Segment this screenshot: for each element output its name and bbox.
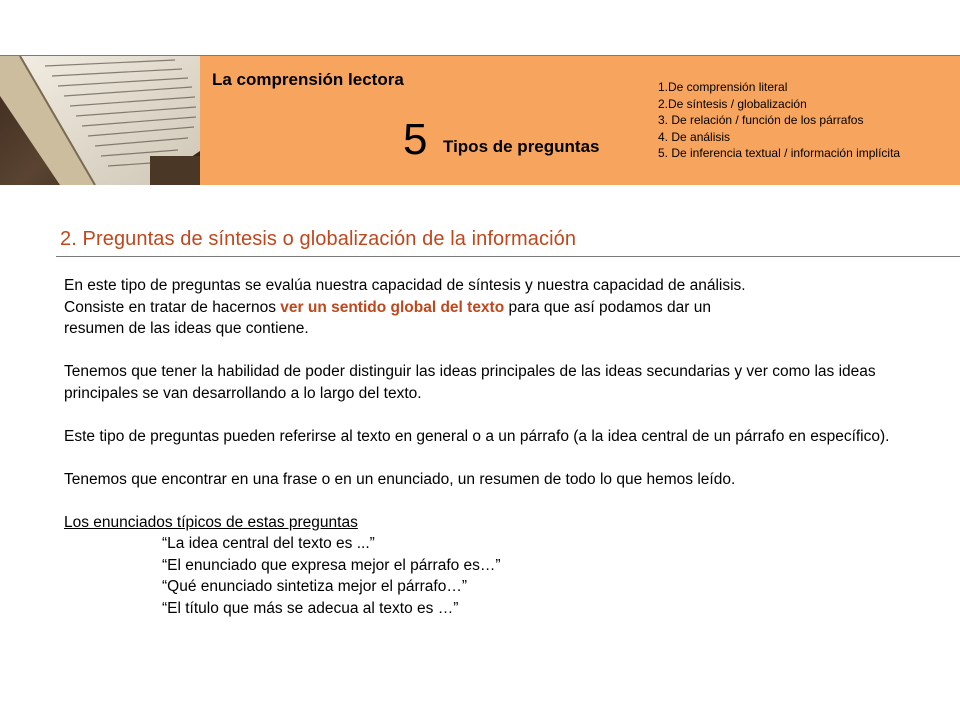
question-types-list: [658, 79, 900, 162]
section-rule: [56, 256, 960, 257]
paragraph-line: [64, 297, 924, 319]
paragraph: Este tipo de preguntas pueden referirse al texto en general o a un párrafo (a la idea central de un párrafo en específico).: [64, 427, 890, 445]
example-item: “Qué enunciado sintetiza mejor el párrafo…”: [162, 578, 467, 595]
example-item: “El enunciado que expresa mejor el párrafo es…”: [162, 556, 501, 574]
example-item: “El título que más se adecua al texto es …”: [162, 599, 459, 617]
example-item: “La idea central del texto es ...”: [162, 535, 375, 552]
question-type-item: 1.De comprensión literal: [658, 80, 788, 94]
highlighted-phrase: ver un sentido global del texto: [280, 298, 505, 316]
question-type-item: 3. De relación / función de los párrafos: [658, 113, 864, 127]
question-type-item: 4. De análisis: [658, 129, 731, 144]
paragraph-line: En este tipo de preguntas se evalúa nuestra capacidad de síntesis y nuestra capacidad de análisis.: [64, 277, 746, 294]
paragraph-line: resumen de las ideas que contiene.: [64, 320, 309, 337]
book-photo: [0, 56, 200, 185]
header-number: 5: [403, 115, 428, 164]
paragraph: Tenemos que encontrar en una frase o en un enunciado, un resumen de todo lo que hemos leído.: [64, 470, 736, 488]
question-type-item: 5. De inferencia textual / información implícita: [658, 146, 901, 160]
header-subtitle: Tipos de preguntas: [443, 137, 600, 156]
examples-heading: Los enunciados típicos de estas preguntas: [64, 513, 358, 531]
text-span: Consiste en tratar de hacernos: [64, 298, 281, 316]
question-type-item: 2.De síntesis / globalización: [658, 96, 807, 111]
text-span: para que así podamos dar un: [504, 298, 711, 316]
header-title: La comprensión lectora: [212, 70, 404, 89]
paragraph: Tenemos que tener la habilidad de poder distinguir las ideas principales de las ideas secundarias y ver como las ideas principales se van desarrollando a lo largo del texto.: [64, 363, 876, 402]
section-title: 2. Preguntas de síntesis o globalización de la información: [60, 228, 577, 250]
body-text: [64, 275, 924, 619]
